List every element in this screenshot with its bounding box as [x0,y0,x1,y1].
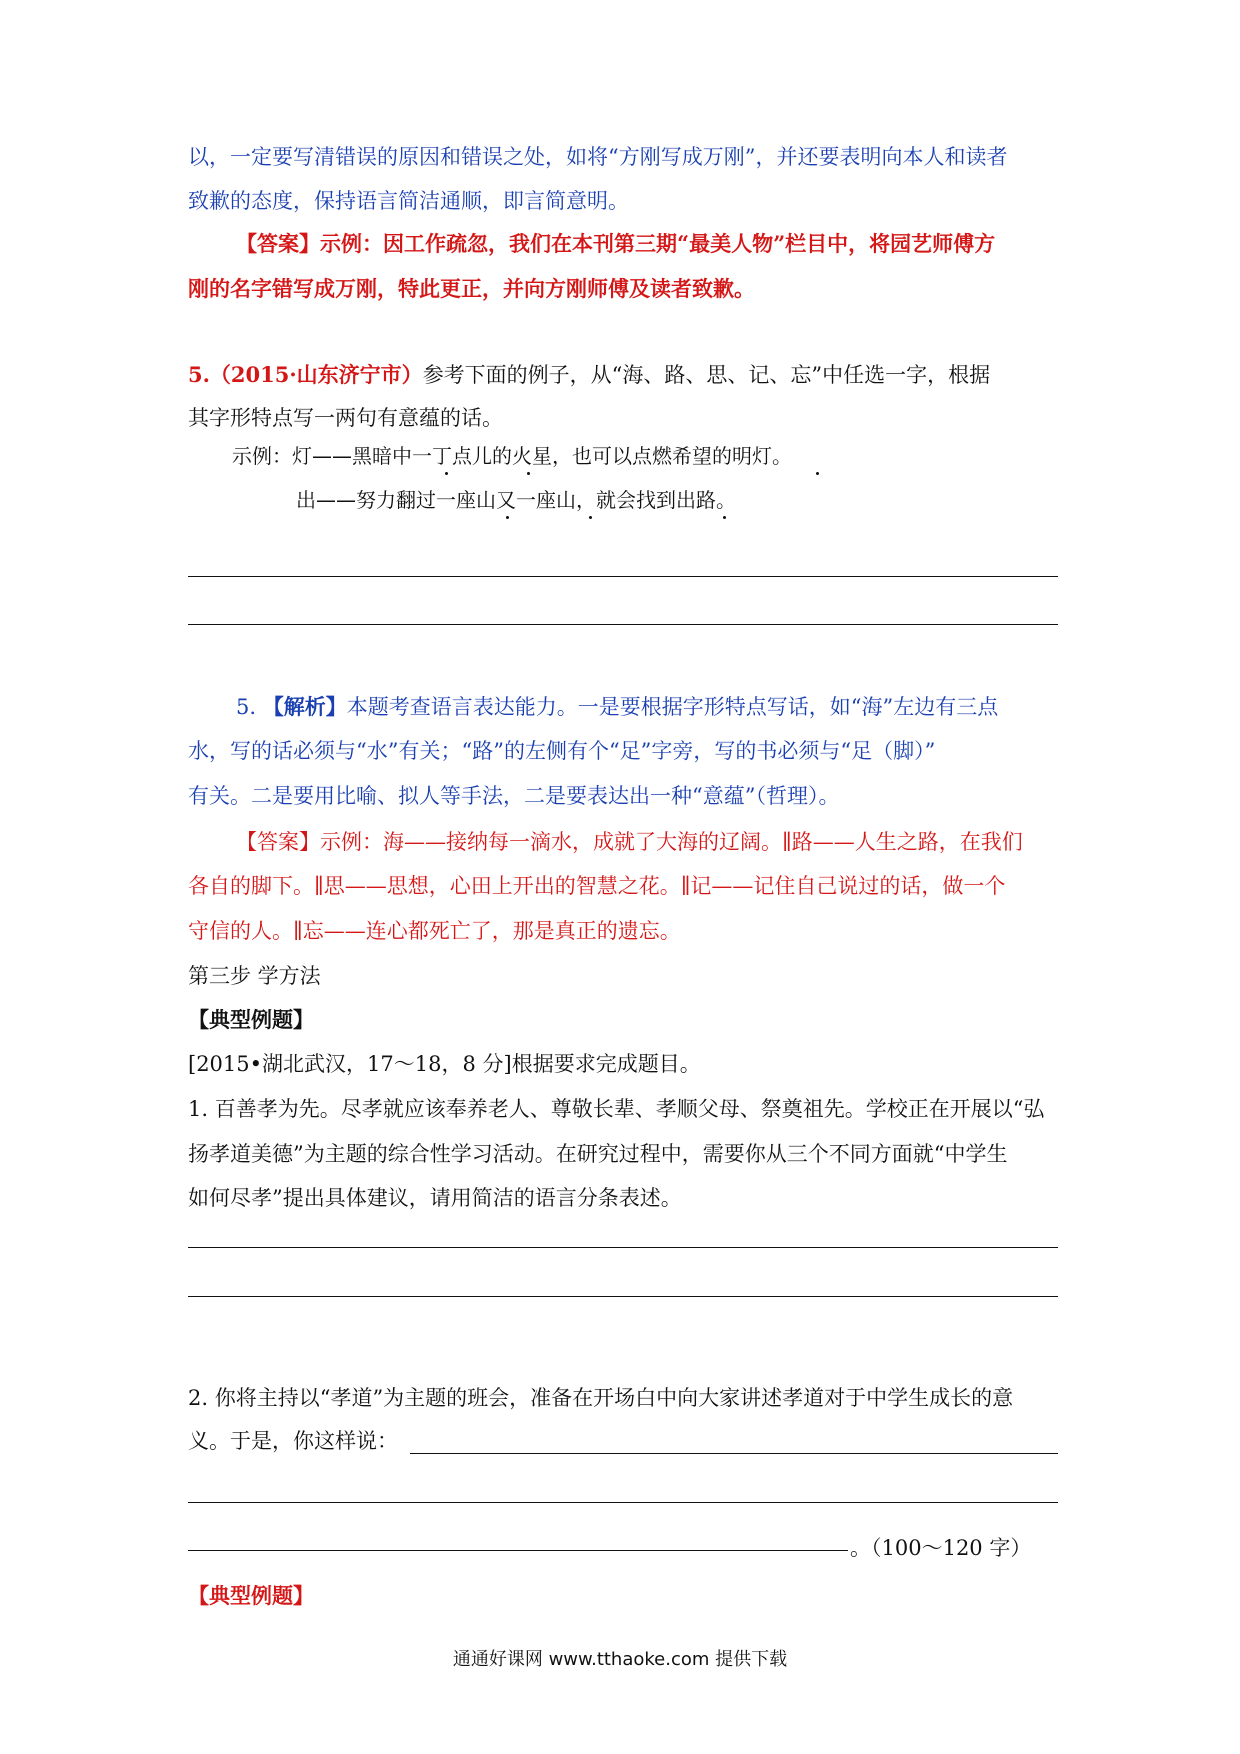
example-source: [2015•湖北武汉，17～18，8 分]根据要求完成题目。 [188,1052,701,1076]
answer-4-line2: 刚的名字错写成万刚，特此更正，并向方刚师傅及读者致歉。 [188,276,755,301]
emphasis-dot [589,516,592,519]
analysis-5-text: 本题考查语言表达能力。一是要根据字形特点写话，如“海”左边有三点 [346,695,999,719]
q1-line2: 扬孝道美德”为主题的综合性学习活动。在研究过程中，需要你从三个不同方面就“中学生 [188,1142,1008,1166]
analysis-4-line2: 致歉的态度，保持语言简洁通顺，即言简意明。 [188,189,629,213]
emphasis-dot [527,472,530,475]
answer-line [188,576,1058,577]
analysis-5-line1 [236,692,1058,722]
question-5-line2: 其字形特点写一两句有意蕴的话。 [188,406,503,430]
answer-line [188,1247,1058,1248]
answer-5-line3: 守信的人。∥忘——连心都死亡了，那是真正的遗忘。 [188,919,681,943]
word-limit: 。（100～120 字） [850,1536,1032,1560]
analysis-5-line2: 水，写的话必须与“水”有关；“路”的左侧有个“足”字旁，写的书必须与“足（脚）” [188,739,936,763]
answer-5-line1: 【答案】示例：海——接纳每一滴水，成就了大海的辽阔。∥路——人生之路，在我们 [236,830,1023,854]
q2-line1: 2. 你将主持以“孝道”为主题的班会，准备在开场白中向大家讲述孝道对于中学生成长的意 [188,1386,1014,1410]
q1-line1: 1. 百善孝为先。尽孝就应该奉养老人、尊敬长辈、孝顺父母、祭奠祖先。学校正在开展以“弘 [188,1097,1045,1121]
answer-line [188,1296,1058,1297]
answer-line [410,1453,1058,1454]
example-1: 灯——黑暗中一丁点儿的火星，也可以点燃希望的明灯。 [292,444,792,468]
example-label: 示例： [232,444,292,468]
analysis-5-line3: 有关。二是要用比喻、拟人等手法，二是要表达出一种“意蕴”（哲理）。 [188,784,840,808]
question-5-line1 [188,360,1058,390]
answer-5-line2: 各自的脚下。∥思——思想，心田上开出的智慧之花。∥记——记住自己说过的话，做一个 [188,874,1006,898]
question-5-source: 5.（2015·山东济宁市） [188,362,423,387]
analysis-5-tag: 【解析】 [262,694,347,719]
example-1-line [232,442,792,470]
q2-prompt: 义。于是，你这样说： [188,1429,398,1453]
analysis-4-line1: 以，一定要写清错误的原因和错误之处，如将“方刚写成万刚”，并还要表明向本人和读者 [188,145,1008,169]
answer-line [188,624,1058,625]
answer-line [188,1502,1058,1503]
q2-line2 [188,1426,1058,1456]
step3-heading: 第三步 学方法 [188,964,321,988]
answer-4-line1: 【答案】示例：因工作疏忽，我们在本刊第三期“最美人物”栏目中，将园艺师傅方 [236,231,996,256]
answer-line [188,1550,848,1551]
emphasis-dot [506,516,509,519]
page-footer: 通通好课网 www.tthaoke.com 提供下载 [452,1649,788,1670]
emphasis-dot [445,472,448,475]
emphasis-dot [723,516,726,519]
emphasis-dot [816,472,819,475]
question-5-prompt: 参考下面的例子，从“海、路、思、记、忘”中任选一字，根据 [422,363,991,387]
example-2: 出——努力翻过一座山又一座山，就会找到出路。 [296,488,736,512]
typical-example-heading: 【典型例题】 [188,1007,314,1032]
q1-line3: 如何尽孝”提出具体建议，请用简洁的语言分条表述。 [188,1186,682,1210]
typical-example-heading-2: 【典型例题】 [188,1583,314,1608]
analysis-5-number: 5. [236,695,257,719]
